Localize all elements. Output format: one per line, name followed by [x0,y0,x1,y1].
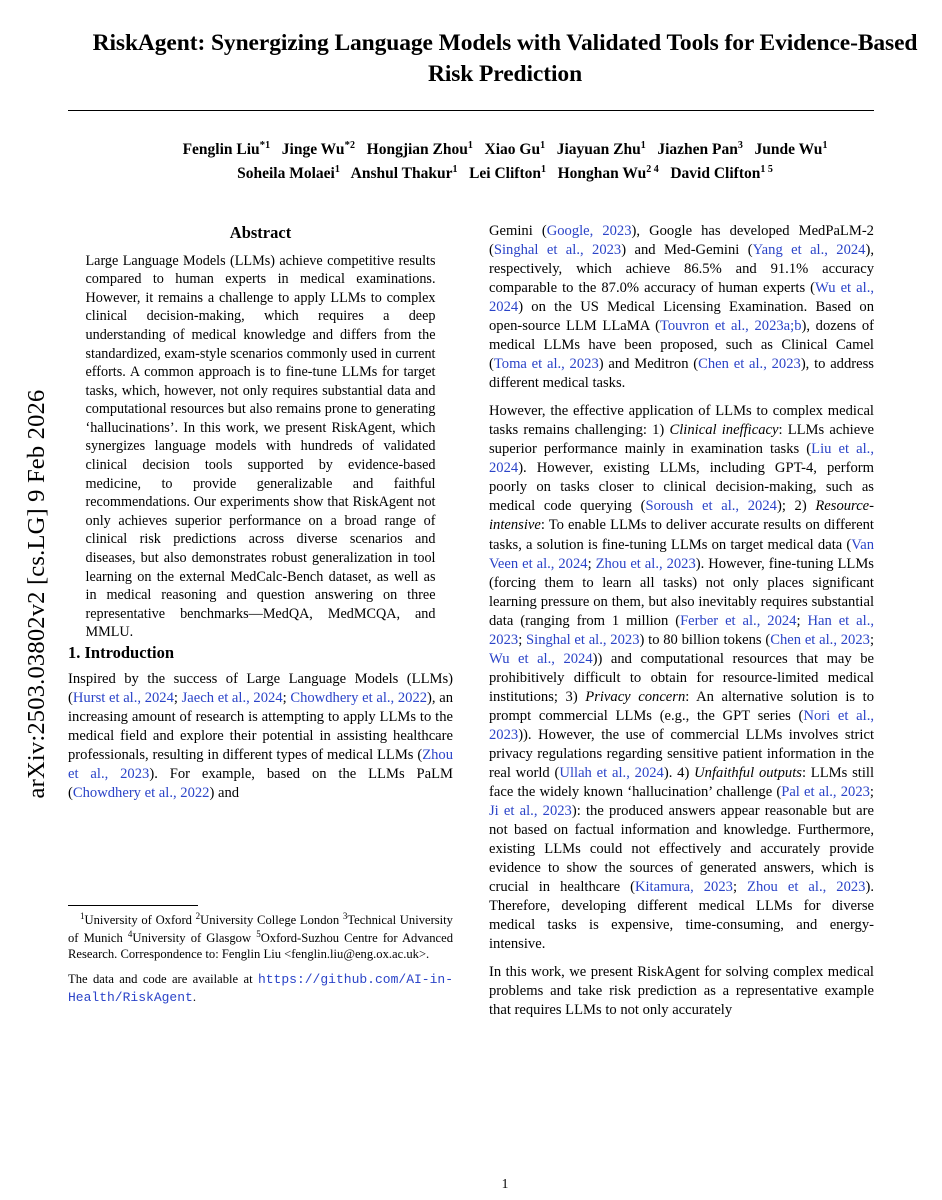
paper-content [68,0,942,1200]
body-text: Inspired by the success of Large Language Models (LLMs) ( [68,670,453,706]
citation-link[interactable]: Google, 2023 [546,223,632,239]
citation-link[interactable]: Ullah et al., 2024 [559,764,664,781]
two-column-body [68,222,942,1029]
body-text: ; [796,612,808,629]
repository-link-continued[interactable]: AI-in-Health/RiskAgent [68,972,453,1005]
footnote-divider [68,905,198,906]
citation-link[interactable]: Hurst et al., 2024 [72,689,174,706]
author-name: Xiao Gu [484,141,541,159]
page-title: RiskAgent: Synergizing Language Models with Validated Tools for Evidence-Based Risk Prediction [92,30,918,88]
emphasis-text: Unfaithful outputs [694,764,802,781]
author-name: Jiazhen Pan [657,141,738,159]
body-text: However, the effective application of LLMs to complex medical tasks remains challenging: 1) [489,403,874,439]
body-text: ). For example, based on the LLMs PaLM ( [68,765,453,801]
citation-link[interactable]: Singhal et al., 2023 [526,631,640,648]
right-column [489,222,874,1029]
citation-link[interactable]: Touvron et al., 2023a;b [659,318,802,335]
body-text: ), Google has developed MedPaLM-2 ( [489,223,874,259]
body-text: ; [173,689,182,706]
code-availability-note [68,971,453,1006]
emphasis-text: Privacy concern [585,688,686,705]
author-name: Jiayuan Zhu [556,141,641,159]
body-text: ) on the US Medical Licensing Examination. Based on open-source LLM LLaMA ( [489,299,874,335]
citation-link[interactable]: Pal et al., 2023 [781,783,870,800]
author-name: Hongjian Zhou [366,141,468,159]
affiliation-marker: 4 [127,928,133,939]
citation-link[interactable]: Ji et al., 2023 [489,802,572,819]
body-text: : LLMs achieve superior performance mainly in examination tasks ( [489,422,874,458]
body-text: ). However, fine-tuning LLMs (forcing them to learn all tasks) not only places significant learning pressure on them, but also inevitably requires substantial data (ranging from 1 million ( [489,555,874,629]
code-note-period: . [192,989,196,1004]
body-text: ), to address different medical tasks. [489,356,874,392]
affiliation-marker: 5 [256,928,261,939]
citation-link[interactable]: Wu et al., 2024 [489,280,874,316]
citation-link[interactable]: Liu et al., 2024 [489,441,874,477]
repository-link[interactable]: https://github.com/ [257,972,407,988]
author-name: Soheila Molaei [237,165,335,183]
body-text: ) and Meditron ( [598,356,699,373]
author-line-1: Fenglin Liu$^{*1}$ Jinge Wu$^{*2}$ Hongjian Zhou$^1$ Xiao Gu$^1$ Jiayuan Zhu$^1$ Jiazhen Pan$^3$ Junde Wu$^1$ [182,139,828,159]
body-text: ) and Med-Gemini ( [621,242,753,259]
body-text: ). 4) [663,764,695,781]
affiliation-text: University of Oxford [84,913,196,928]
body-text: ; [282,689,291,706]
body-text: ): the produced answers appear reasonable but are not based on factual information and knowledge. Furthermore, existing LLMs could not effectively and accurately provide evidence to show the sources of generated answers, which is crucial in healthcare ( [489,802,874,896]
citation-link[interactable]: Han et al., 2023 [489,612,874,648]
emphasis-text: Clinical inefficacy [669,422,779,439]
body-text: ). However, existing LLMs, including GPT-4, perform poorly on tasks closer to clinical decision-making, such as medical code querying ( [489,460,874,515]
affiliation-marker: 3 [342,911,348,922]
page-number: 1 [501,1176,509,1191]
author-list [68,137,942,186]
body-text: : To enable LLMs to deliver accurate results on different tasks, a solution is fine-tuning LLMs on target medical data ( [489,517,874,553]
citation-link[interactable]: Wu et al., 2024 [489,650,593,667]
author-name: Anshul Thakur [350,165,453,183]
affiliation-text: University of Glasgow [132,930,257,945]
citation-link[interactable]: Chen et al., 2023 [770,631,870,648]
arxiv-stamp: arXiv:2503.03802v2 [cs.LG] 9 Feb 2026 [23,389,50,799]
code-note-text: The data and code are available at [68,972,258,987]
body-text: ). Therefore, developing different medical LLMs for diverse medical tasks is expensive, time-consuming, and energy-intensive. [489,879,874,953]
footnotes [68,905,453,1015]
author-name: Honghan Wu [557,165,647,183]
author-name: Jinge Wu [281,141,345,159]
citation-link[interactable]: Nori et al., 2023 [489,707,874,743]
citation-link[interactable]: Toma et al., 2023 [493,356,599,373]
citation-link[interactable]: Chowdhery et al., 2022 [290,689,428,706]
abstract-heading: Abstract [229,223,292,242]
body-text: Gemini ( [489,223,547,239]
affiliation-marker: 2 [195,911,201,922]
affiliation-footnote [68,911,453,962]
right-paragraph-2 [489,402,874,954]
body-text: ), dozens of medical LLMs have been proposed, such as Clinical Camel ( [489,318,874,373]
body-text: ), an increasing amount of research is attempting to apply LLMs to the medical field and explore their potential in assisting healthcare professionals, resulting in different types of medical LLMs ( [68,689,454,763]
body-text: ) to 80 billion tokens ( [639,631,771,648]
affiliation-text: Oxford-Suzhou Centre for Advanced Research. Correspondence to: Fenglin Liu <fenglin.liu@eng.ox.ac.uk>. [68,930,453,961]
right-paragraph-3: In this work, we present RiskAgent for solving complex medical problems and take risk prediction as a representative example that requires LLMs to not only accurately [489,964,874,1019]
introduction-heading: 1. Introduction [68,643,175,662]
body-text: ; [518,631,527,648]
author-name: Fenglin Liu [182,141,260,159]
citation-link[interactable]: Soroush et al., 2024 [645,498,777,515]
body-text: ) and [209,784,240,801]
citation-link[interactable]: Ferber et al., 2024 [680,612,797,629]
title-divider [68,110,874,111]
right-paragraph-1 [489,222,874,393]
affiliation-marker: 1 [80,911,85,922]
affiliation-text: University College London [200,913,343,928]
body-text: )) and computational resources that may be prohibitively difficult to obtain for resource-limited medical institutions; 3) [489,650,874,705]
citation-link[interactable]: Singhal et al., 2023 [493,242,622,259]
citation-link[interactable]: Jaech et al., 2024 [181,689,283,706]
body-text: ; [869,783,874,800]
author-name: David Clifton [670,165,761,183]
body-text: : LLMs still face the widely known ‘hallucination’ challenge ( [489,764,875,800]
left-column [68,222,453,1029]
citation-link[interactable]: Chowdhery et al., 2022 [72,784,210,801]
author-line-2: Soheila Molaei$^1$ Anshul Thakur$^1$ Lei Clifton$^1$ Honghan $Wu^{2 4}$ David Clifton$^{1 5}$ [237,164,773,183]
introduction-paragraph-1 [68,670,453,803]
body-text: ; [869,631,874,648]
citation-link[interactable]: Van Veen et al., 2024 [489,536,874,572]
affiliation-text: Technical University of Munich [68,913,453,945]
citation-link[interactable]: Zhou et al., 2023 [595,555,696,572]
body-text: : An alternative solution is to prompt commercial LLMs (e.g., the GPT series ( [489,688,875,724]
author-name: Junde Wu [754,141,823,159]
author-name: Lei Clifton [469,165,541,183]
citation-link[interactable]: Chen et al., 2023 [698,356,801,373]
citation-link[interactable]: Yang et al., 2024 [752,242,866,259]
body-text: ; [587,555,596,572]
body-text: ); 2) [776,498,816,515]
citation-link[interactable]: Zhou et al., 2023 [747,879,866,896]
body-text: ; [732,879,748,896]
citation-link[interactable]: Kitamura, 2023 [634,879,733,896]
citation-link[interactable]: Zhou et al., 2023 [68,746,453,782]
emphasis-text: Resource-intensive [489,498,875,534]
body-text: )). However, the use of commercial LLMs involves strict privacy regulations regarding sensitive patient information in the real world ( [489,726,874,781]
abstract-text: Large Language Models (LLMs) achieve competitive results compared to human experts in medical examinations. However, it remains a challenge to apply LLMs to complex clinical decision-making, which requires a deep understanding of medical knowledge and differs from the standardized, exam-style scenarios commonly used in current efforts. A common approach is to fine-tune LLMs for target tasks, which, however, not only requires substantial data and computational resources but also remains prone to generating ‘hallucinations’. In this work, we present RiskAgent, which synergizes language models with hundreds of validated clinical decision tools supported by evidence-based medicine, to provide generalizable and faithful recommendations. Our experiments show that RiskAgent not only achieves superior performance on a broad range of clinical risk predictions across diverse scenarios and diseases, but also demonstrates robust generalization in tool learning on the external MedCalc-Bench dataset, as well as in medical reasoning and question answering on three representative benchmarks—MedQA, MedMCQA, and MMLU. [85,252,436,641]
body-text: ), respectively, which achieve 86.5% and 91.1% accuracy comparable to the 87.0% accuracy of human experts ( [489,242,874,297]
